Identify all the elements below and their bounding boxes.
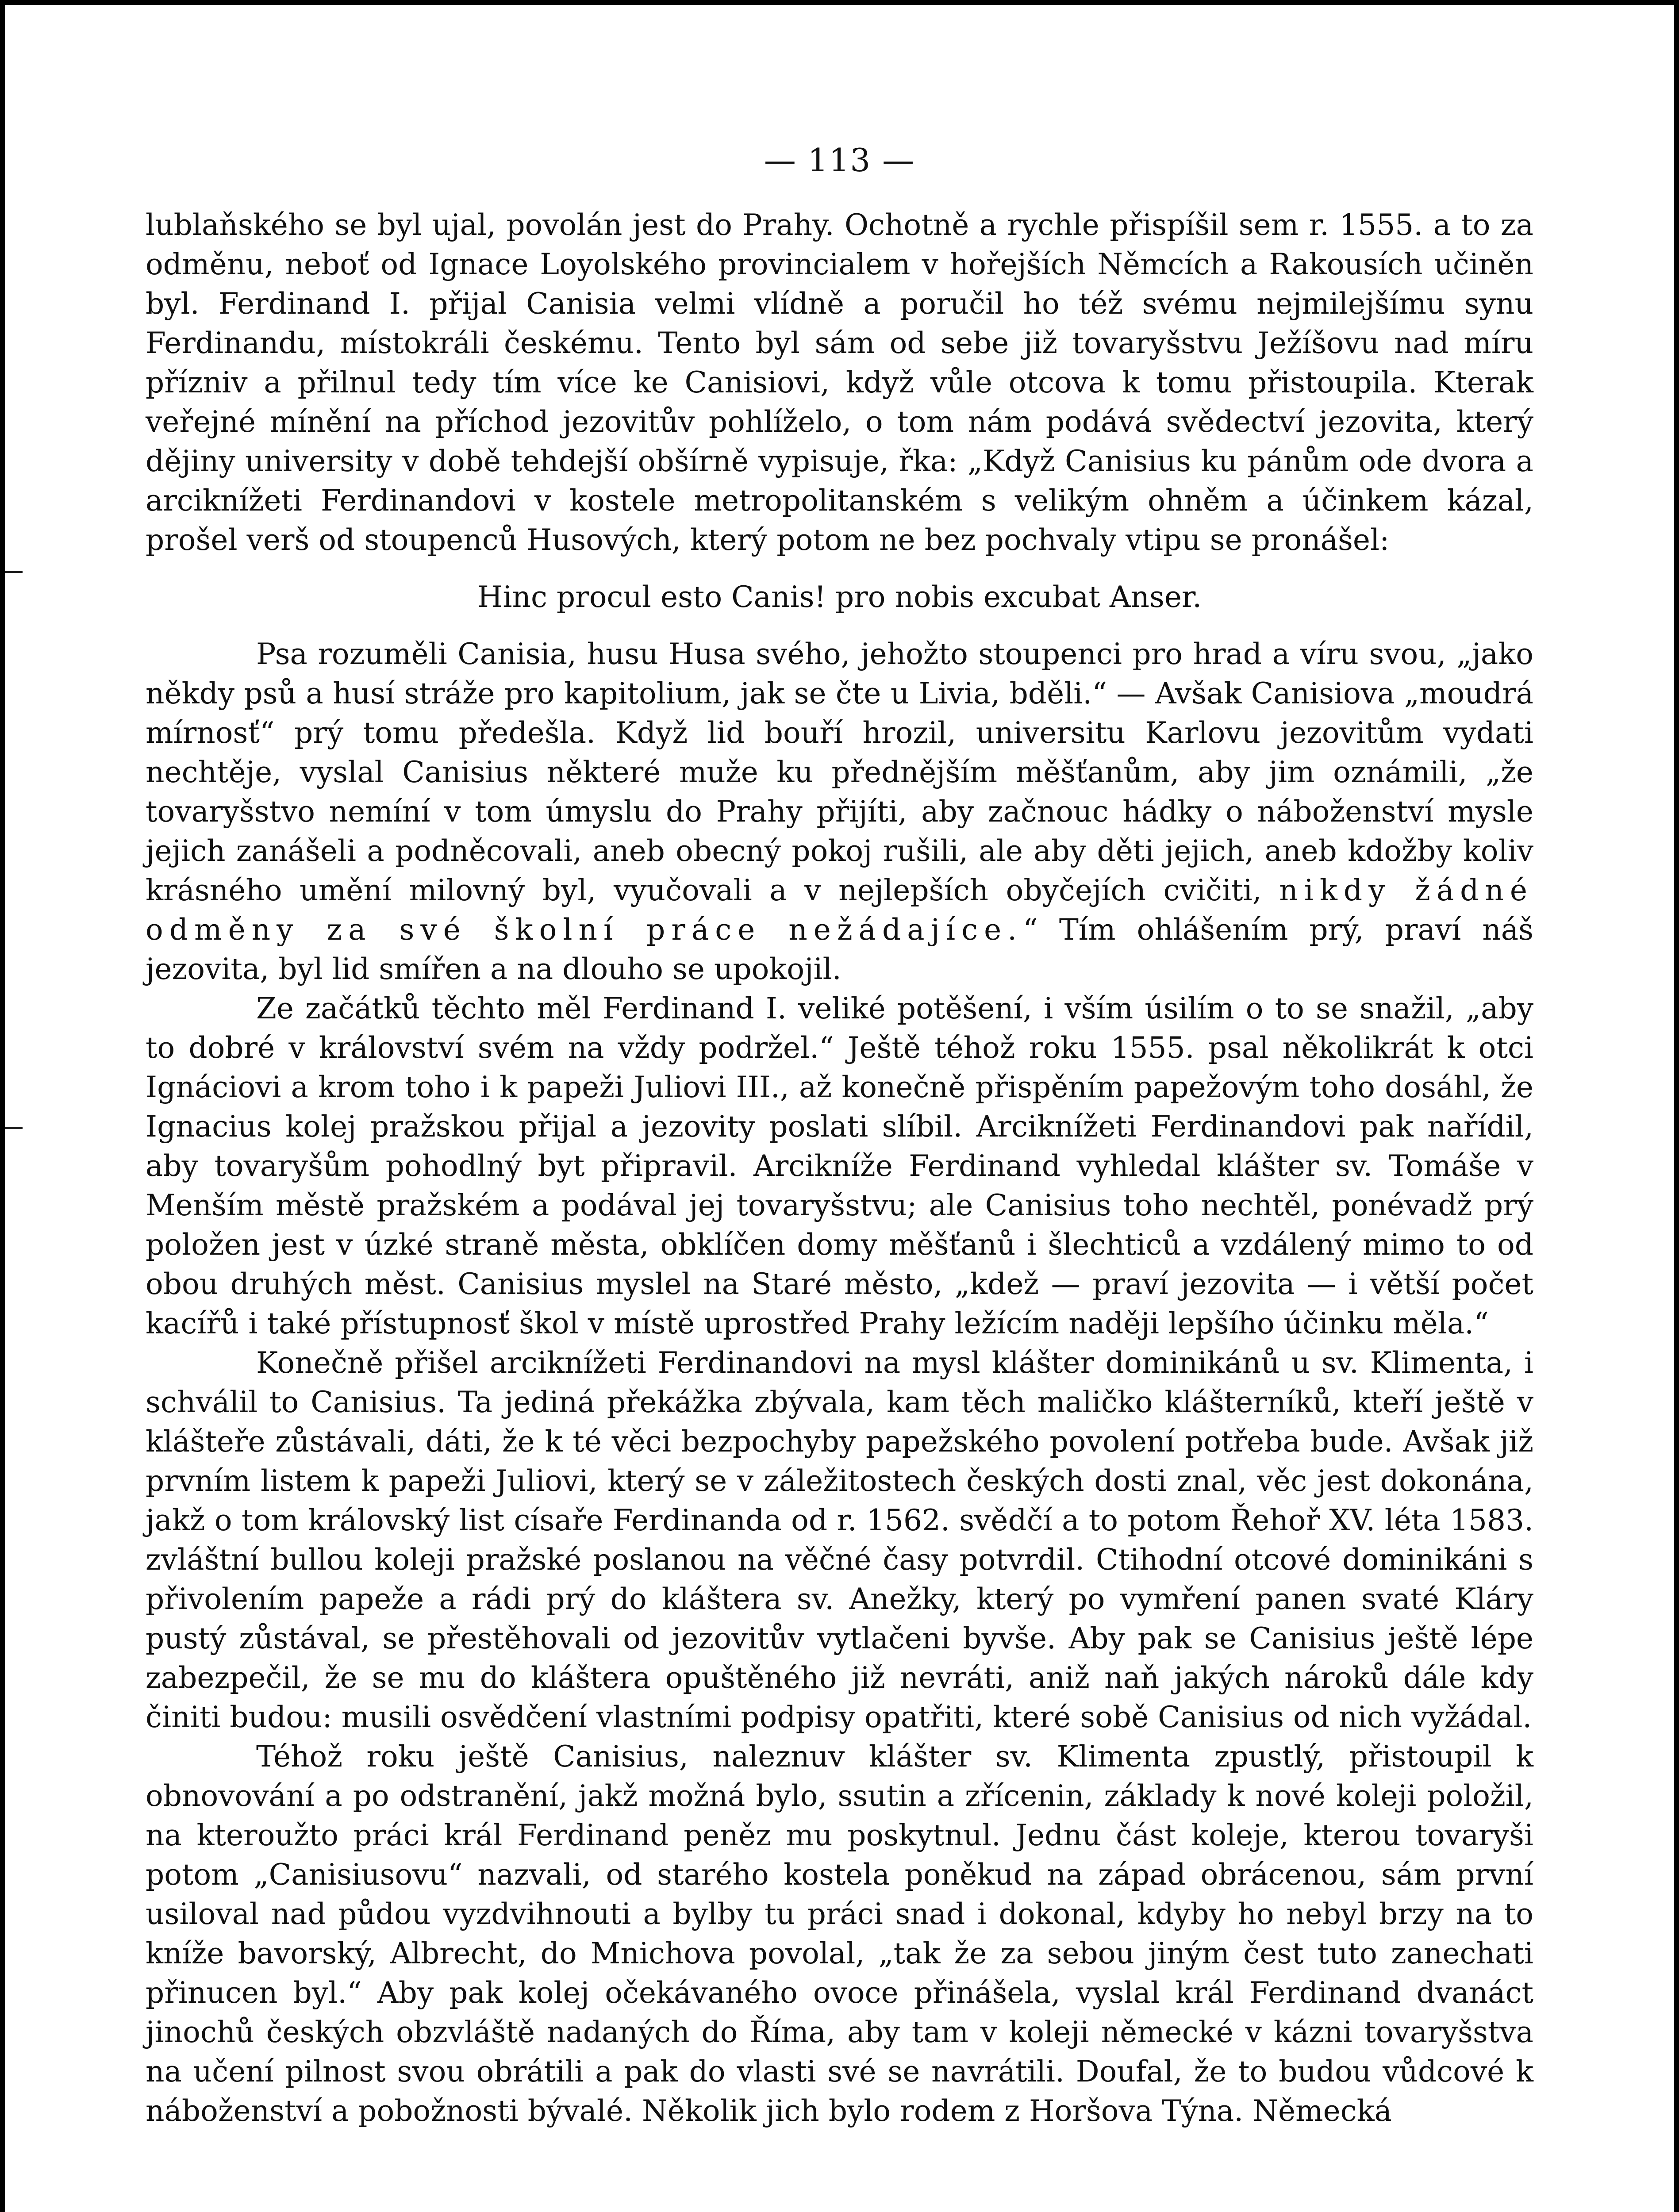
paragraph: Konečně přišel arciknížeti Ferdinandovi na mysl klášter dominikánů u sv. Klimenta, i schválil to Canisius. Ta jediná překážka zbývala, kam těch maličko klášterníků, kteří ještě v klášteře zůstávali, dáti, že k té věci bezpochyby papežského povolení potřeba bude. Avšak již prvním listem k papeži Juliovi, který se v záležitostech českých dosti znal, věc jest dokonána, jakž o tom královský list císaře Ferdinanda od r. 1562. svědčí a to potom Řehoř XV. léta 1583. zvláštní bullou koleji pražské poslanou na věčné časy potvrdil. Ctihodní otcové dominikáni s přivolením papeže a rádi prý do kláštera sv. Anežky, který po vymření panen svaté Kláry pustý zůstával, se přestěhovali od jezovitův vytlačeni byvše. Aby pak se Canisius ještě lépe zabezpečil, že se mu do kláštera opuštěného již nevráti, aniž naň jakých nároků dále kdy činiti budou: musili osvědčení vlastními podpisy opatřiti, které sobě Canisius od nich vyžádal. (146, 1346, 1533, 1734)
paragraph-text: “ Tím ohlášením prý, praví náš jezovita, byl lid smířen a na dlouho se upokojil. (146, 913, 1533, 986)
page-number: — 113 — (764, 142, 915, 179)
latin-verse: Hinc procul esto Canis! pro nobis excubat Anser. (477, 580, 1202, 614)
paragraph: Téhož roku ještě Canisius, naleznuv klášter sv. Klimenta zpustlý, přistoupil k obnovování a po odstranění, jakž možná bylo, ssutin a zřícenin, základy k nové koleji položil, na kteroužto práci král Ferdinand peněz mu poskytnul. Jednu část koleje, kterou tovaryši potom „Canisiusovu“ nazvali, od starého kostela poněkud na západ obrácenou, sám první usiloval nad půdou vyzdvihnouti a bylby tu práci snad i dokonal, kdyby ho nebyl brzy na to kníže bavorský, Albrecht, do Mnichova povolal, „tak že za sebou jiným čest tuto zanechati přinucen byl.“ Aby pak kolej očekávaného ovoce přinášela, vyslal král Ferdinand dvanáct jinochů českých obzvláště nadaných do Říma, aby tam v koleji německé v kázni tovaryšstva na učení pilnost svou obrátili a pak do vlasti své se navrátili. Doufal, že to budou vůdcové k náboženství a pobožnosti bývalé. Několik jich bylo rodem z Horšova Týna. Německá (146, 1740, 1533, 2128)
margin-mark (5, 571, 23, 573)
paragraph (146, 634, 1533, 989)
paragraph-continuation: lublaňského se byl ujal, povolán jest do Prahy. Ochotně a rychle přispíšil sem r. 1555. a to za odměnu, neboť od Ignace Loyolského provincialem v hořejších Němcích a Rakousích učiněn byl. Ferdinand I. přijal Canisia velmi vlídně a poručil ho též svému nejmilejšímu synu Ferdinandu, místokráli českému. Tento byl sám od sebe již tovaryšstvu Ježíšovu nad míru přízniv a přilnul tedy tím více ke Canisiovi, když vůle otcova k tomu přistoupila. Kterak veřejné mínění na příchod jezovitův pohlíželo, o tom nám podává svědectví jezovita, který dějiny university v době tehdejší obšírně vypisuje, řka: „Když Canisius ku pánům ode dvora a arciknížeti Ferdinandovi v kostele metropolitanském s velikým ohněm a účinkem kázal, prošel verš od stoupenců Husových, který potom ne bez pochvaly vtipu se pronášel: (146, 208, 1533, 557)
paragraph-text: Psa rozuměli Canisia, husu Husa svého, jehožto stoupenci pro hrad a víru svou, „jako někdy psů a husí stráže pro kapitolium, jak se čte u Livia, bděli.“ — Avšak Canisiova „moudrá mírnosť“ prý tomu předešla. Když lid bouří hrozil, universitu Karlovu jezovitům vydati nechtěje, vyslal Canisius některé muže ku přednějším měšťanům, aby jim oznámili, „že tovaryšstvo nemíní v tom úmyslu do Prahy přijíti, aby začnouc hádky o náboženství mysle jejich zanášeli a podněcovali, aneb obecný pokoj rušili, ale aby děti jejich, aneb kdožby koliv krásného umění milovný byl, vyučovali a v nejlepších obyčejích cvičiti, (146, 637, 1533, 907)
emphasized-text: nikdy žádné odměny za své školní práce nežádajíce. (146, 873, 1533, 947)
page (5, 5, 1674, 2212)
body-text (146, 205, 1533, 2131)
margin-mark (5, 1127, 23, 1129)
paragraph: Ze začátků těchto měl Ferdinand I. veliké potěšení, i vším úsilím o to se snažil, „aby to dobré v království svém na vždy podržel.“ Ještě téhož roku 1555. psal několikrát k otci Ignáciovi a krom toho i k papeži Juliovi III., až konečně přispěním papežovým toho dosáhl, že Ignacius kolej pražskou přijal a jezovity poslati slíbil. Arciknížeti Ferdinandovi pak nařídil, aby tovaryšům pohodlný byt připravil. Arcikníže Ferdinand vyhledal klášter sv. Tomáše v Menším městě pražském a podával jej tovaryšstvu; ale Canisius toho nechtěl, ponévadž prý položen jest v úzké straně města, obklíčen domy měšťanů i šlechticů a vzdálený mimo to od obou druhých měst. Canisius myslel na Staré město, „kdež — praví jezovita — i větší počet kacířů i také přístupnosť škol v místě uprostřed Prahy ležícím naději lepšího účinku měla.“ (146, 991, 1533, 1340)
